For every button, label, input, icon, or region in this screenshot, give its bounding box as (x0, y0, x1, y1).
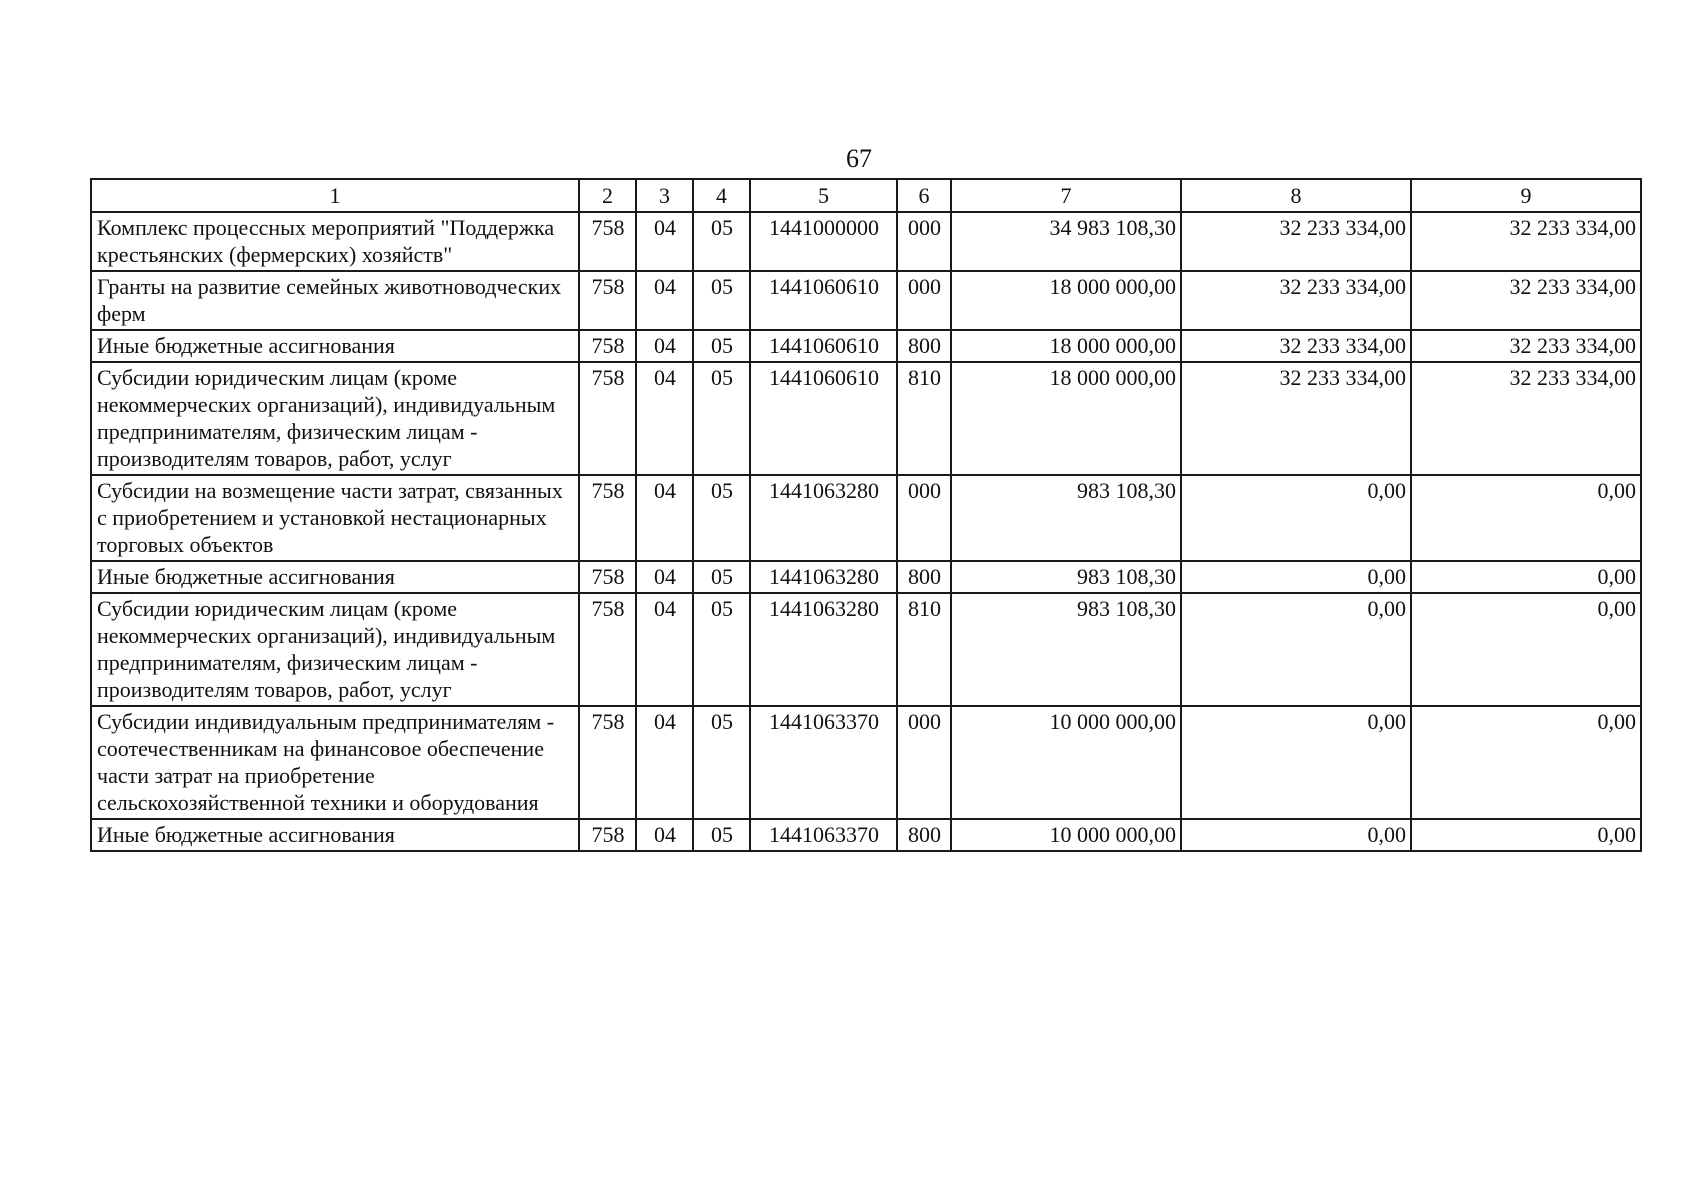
table-row (91, 271, 1641, 330)
expense-type-cell: 800 (897, 819, 951, 851)
amount-col8-cell: 0,00 (1181, 819, 1411, 851)
subsection-code-cell: 05 (693, 593, 750, 706)
subsection-code-cell: 05 (693, 271, 750, 330)
section-code-cell: 04 (636, 706, 693, 819)
amount-col7-cell: 18 000 000,00 (951, 330, 1181, 362)
target-article-cell: 1441063370 (750, 819, 897, 851)
budget-table (90, 178, 1642, 852)
amount-col9-cell: 0,00 (1411, 475, 1641, 561)
column-header: 2 (579, 179, 636, 212)
table-row (91, 475, 1641, 561)
target-article-cell: 1441060610 (750, 362, 897, 475)
expense-name-cell: Субсидии юридическим лицам (кроме некоммерческих организаций), индивидуальным предпринимателям, физическим лицам - производителям товаров, работ, услуг (91, 593, 579, 706)
table-row (91, 819, 1641, 851)
expense-type-cell: 800 (897, 330, 951, 362)
expense-type-cell: 000 (897, 212, 951, 271)
target-article-cell: 1441063280 (750, 475, 897, 561)
ministry-code-cell: 758 (579, 561, 636, 593)
amount-col9-cell: 0,00 (1411, 819, 1641, 851)
table-row (91, 561, 1641, 593)
ministry-code-cell: 758 (579, 819, 636, 851)
amount-col9-cell: 32 233 334,00 (1411, 271, 1641, 330)
table-row (91, 706, 1641, 819)
ministry-code-cell: 758 (579, 475, 636, 561)
ministry-code-cell: 758 (579, 593, 636, 706)
target-article-cell: 1441063370 (750, 706, 897, 819)
section-code-cell: 04 (636, 212, 693, 271)
expense-name-cell: Субсидии индивидуальным предпринимателям - соотечественникам на финансовое обеспечение части затрат на приобретение сельскохозяйственной техники и оборудования (91, 706, 579, 819)
section-code-cell: 04 (636, 561, 693, 593)
table-row (91, 362, 1641, 475)
target-article-cell: 1441063280 (750, 561, 897, 593)
column-header: 8 (1181, 179, 1411, 212)
section-code-cell: 04 (636, 475, 693, 561)
amount-col7-cell: 10 000 000,00 (951, 706, 1181, 819)
expense-name-cell: Субсидии юридическим лицам (кроме некоммерческих организаций), индивидуальным предпринимателям, физическим лицам - производителям товаров, работ, услуг (91, 362, 579, 475)
target-article-cell: 1441063280 (750, 593, 897, 706)
expense-name-cell: Субсидии на возмещение части затрат, связанных с приобретением и установкой нестационарных торговых объектов (91, 475, 579, 561)
amount-col8-cell: 32 233 334,00 (1181, 271, 1411, 330)
subsection-code-cell: 05 (693, 475, 750, 561)
amount-col9-cell: 0,00 (1411, 561, 1641, 593)
section-code-cell: 04 (636, 362, 693, 475)
column-header: 3 (636, 179, 693, 212)
amount-col7-cell: 983 108,30 (951, 475, 1181, 561)
amount-col7-cell: 983 108,30 (951, 593, 1181, 706)
ministry-code-cell: 758 (579, 271, 636, 330)
amount-col8-cell: 0,00 (1181, 706, 1411, 819)
amount-col8-cell: 0,00 (1181, 561, 1411, 593)
subsection-code-cell: 05 (693, 819, 750, 851)
amount-col8-cell: 32 233 334,00 (1181, 362, 1411, 475)
column-header: 9 (1411, 179, 1641, 212)
amount-col7-cell: 10 000 000,00 (951, 819, 1181, 851)
subsection-code-cell: 05 (693, 330, 750, 362)
page-number: 67 (846, 144, 872, 173)
column-header: 4 (693, 179, 750, 212)
amount-col8-cell: 32 233 334,00 (1181, 330, 1411, 362)
ministry-code-cell: 758 (579, 330, 636, 362)
amount-col9-cell: 32 233 334,00 (1411, 362, 1641, 475)
amount-col7-cell: 983 108,30 (951, 561, 1181, 593)
amount-col9-cell: 32 233 334,00 (1411, 212, 1641, 271)
subsection-code-cell: 05 (693, 561, 750, 593)
column-header: 6 (897, 179, 951, 212)
amount-col7-cell: 18 000 000,00 (951, 271, 1181, 330)
amount-col9-cell: 0,00 (1411, 593, 1641, 706)
amount-col8-cell: 32 233 334,00 (1181, 212, 1411, 271)
subsection-code-cell: 05 (693, 362, 750, 475)
expense-name-cell: Комплекс процессных мероприятий "Поддержка крестьянских (фермерских) хозяйств" (91, 212, 579, 271)
ministry-code-cell: 758 (579, 212, 636, 271)
expense-type-cell: 810 (897, 593, 951, 706)
table-row (91, 212, 1641, 271)
amount-col9-cell: 0,00 (1411, 706, 1641, 819)
column-header: 1 (91, 179, 579, 212)
amount-col9-cell: 32 233 334,00 (1411, 330, 1641, 362)
expense-type-cell: 000 (897, 706, 951, 819)
target-article-cell: 1441060610 (750, 271, 897, 330)
subsection-code-cell: 05 (693, 212, 750, 271)
ministry-code-cell: 758 (579, 362, 636, 475)
expense-type-cell: 000 (897, 271, 951, 330)
amount-col7-cell: 34 983 108,30 (951, 212, 1181, 271)
expense-type-cell: 810 (897, 362, 951, 475)
expense-type-cell: 800 (897, 561, 951, 593)
target-article-cell: 1441060610 (750, 330, 897, 362)
amount-col8-cell: 0,00 (1181, 475, 1411, 561)
expense-name-cell: Иные бюджетные ассигнования (91, 819, 579, 851)
header-row (91, 179, 1641, 212)
table-row (91, 593, 1641, 706)
section-code-cell: 04 (636, 271, 693, 330)
expense-name-cell: Гранты на развитие семейных животноводческих ферм (91, 271, 579, 330)
expense-name-cell: Иные бюджетные ассигнования (91, 561, 579, 593)
column-header: 5 (750, 179, 897, 212)
expense-type-cell: 000 (897, 475, 951, 561)
table-row (91, 330, 1641, 362)
section-code-cell: 04 (636, 819, 693, 851)
subsection-code-cell: 05 (693, 706, 750, 819)
ministry-code-cell: 758 (579, 706, 636, 819)
target-article-cell: 1441000000 (750, 212, 897, 271)
amount-col8-cell: 0,00 (1181, 593, 1411, 706)
amount-col7-cell: 18 000 000,00 (951, 362, 1181, 475)
section-code-cell: 04 (636, 330, 693, 362)
expense-name-cell: Иные бюджетные ассигнования (91, 330, 579, 362)
section-code-cell: 04 (636, 593, 693, 706)
column-header: 7 (951, 179, 1181, 212)
